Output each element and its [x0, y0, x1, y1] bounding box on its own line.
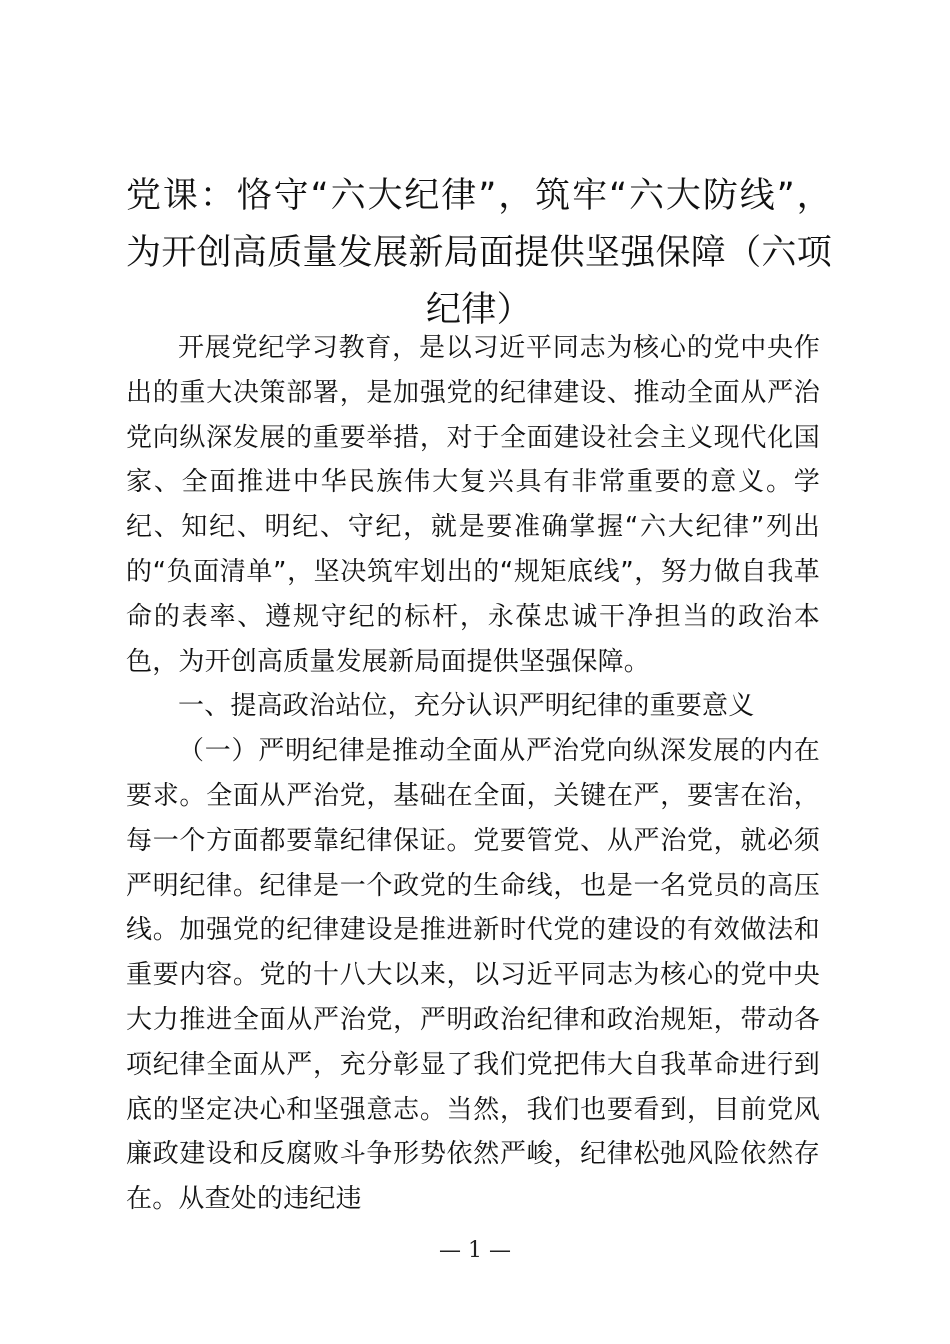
intro-paragraph: 开展党纪学习教育，是以习近平同志为核心的党中央作出的重大决策部署，是加强党的纪律建设、推动全面从严治党向纵深发展的重要举措，对于全面建设社会主义现代化国家、全面推进中华民族伟大复兴具有非常重要的意义。学纪、知纪、明纪、守纪，就是要准确掌握“六大纪律”列出的“负面清单”，坚决筑牢划出的“规矩底线”，努力做自我革命的表率、遵规守纪的标杆，永葆忠诚干净担当的政治本色，为开创高质量发展新局面提供坚强保障。	[126, 333, 820, 677]
page-number: — 1 —	[439, 1238, 511, 1263]
section-heading: 一、提高政治站位，充分认识严明纪律的重要意义	[178, 691, 755, 722]
document-body	[126, 326, 820, 1222]
document-title: 党课：恪守“六大纪律”，筑牢“六大防线”，为开创高质量发展新局面提供坚强保障（六项纪律）	[126, 176, 833, 330]
body-paragraph: （一）严明纪律是推动全面从严治党向纵深发展的内在要求。全面从严治党，基础在全面，关键在严，要害在治，每一个方面都要靠纪律保证。党要管党、从严治党，就必须严明纪律。纪律是一个政党的生命线，也是一名党员的高压线。加强党的纪律建设是推进新时代党的建设的有效做法和重要内容。党的十八大以来，以习近平同志为核心的党中央大力推进全面从严治党，严明政治纪律和政治规矩，带动各项纪律全面从严，充分彰显了我们党把伟大自我革命进行到底的坚定决心和坚强意志。当然，我们也要看到，目前党风廉政建设和反腐败斗争形势依然严峻，纪律松弛风险依然存在。从查处的违纪违	[126, 736, 820, 1215]
